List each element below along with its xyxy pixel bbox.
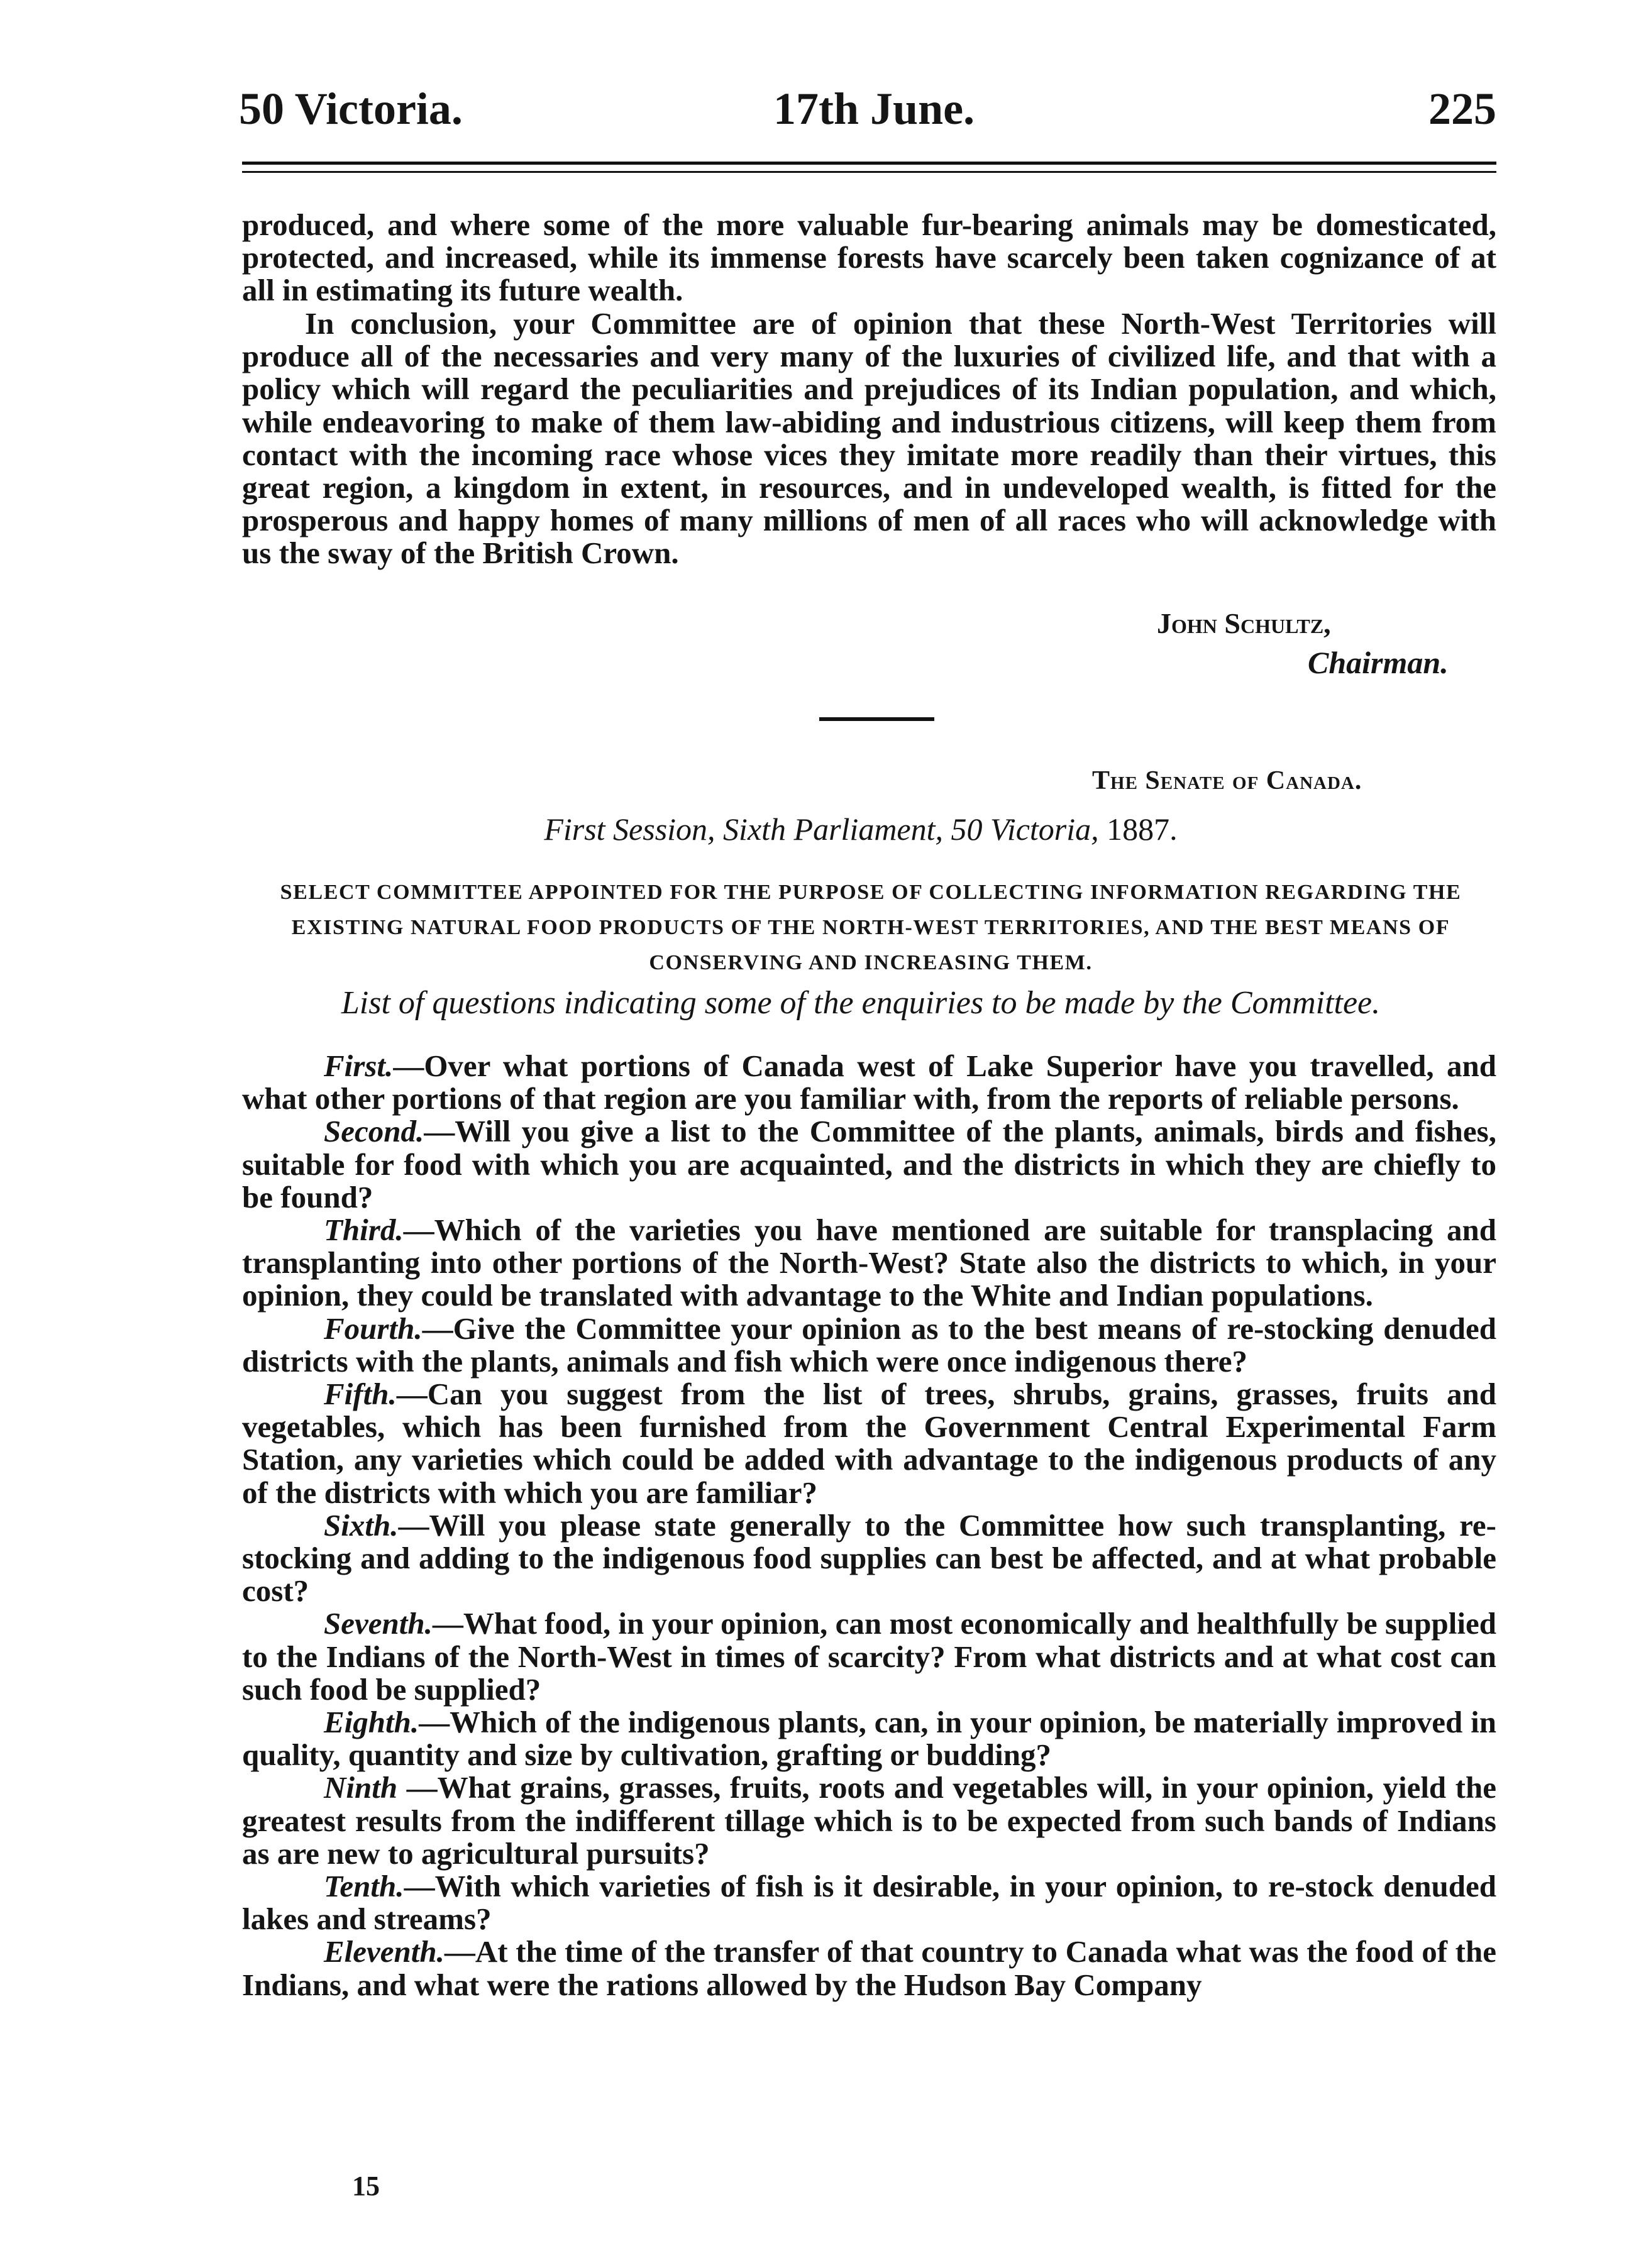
question-item [242, 1706, 1496, 1771]
question-lead: Ninth [324, 1770, 398, 1805]
question-item [242, 1607, 1496, 1706]
question-item [242, 1870, 1496, 1935]
paragraph-continuation: produced, and where some of the more valuable fur-bearing animals may be domesticated, protected, and increased, while its immense forests have scarcely been taken cognizance of at all in estimating its future wealth. [242, 207, 1496, 308]
question-item [242, 1214, 1496, 1313]
signature-name: John Schultz, [1157, 607, 1331, 639]
question-lead: Sixth. [324, 1507, 399, 1543]
question-text: —With which varieties of fish is it desirable, in your opinion, to re-stock denuded lakes and streams? [242, 1869, 1496, 1937]
session-text: First Session, Sixth Parliament, 50 Victoria, [544, 812, 1099, 847]
header-page-number: 225 [1428, 84, 1496, 134]
header-date: 17th June. [773, 84, 975, 134]
signature-mark: 15 [352, 2171, 380, 2201]
question-lead: Fifth. [324, 1377, 397, 1412]
question-text: —At the time of the transfer of that country to Canada what was the food of the Indians, and what were the rations allowed by the Hudson Bay Company [242, 1934, 1496, 2002]
question-item [242, 1115, 1496, 1214]
running-header [239, 70, 1496, 146]
session-year: 1887. [1107, 812, 1178, 847]
question-lead: Fourth. [324, 1311, 423, 1346]
session-line [0, 811, 1646, 847]
questions-heading: List of questions indicating some of the enquiries to be made by the Committee. [341, 985, 1381, 1021]
question-text: —Will you please state generally to the Committee how such transplanting, re-stocking and adding to the indigenous food supplies can best be affected, and at what probable cost? [242, 1507, 1496, 1609]
question-text: —What grains, grasses, fruits, roots and vegetables will, in your opinion, yield the greatest results from the indifferent tillage which is to be expected from such bands of Indians as are new to agricultural pursuits? [242, 1770, 1496, 1871]
question-item [242, 1313, 1496, 1378]
question-lead: Third. [324, 1213, 404, 1248]
question-lead: Eleventh. [324, 1934, 445, 1969]
committee-heading: SELECT COMMITTEE APPOINTED FOR THE PURPOSE OF COLLECTING INFORMATION REGARDING THE EXISTING NATURAL FOOD PRODUCTS OF THE NORTH-WEST TERRITORIES, AND THE BEST MEANS OF CONSERVING AND INCREASING THEM. [280, 881, 1462, 974]
header-rule-thin [242, 171, 1496, 173]
question-item [242, 1771, 1496, 1870]
question-item [242, 1509, 1496, 1608]
question-text: —Can you suggest from the list of trees, shrubs, grains, grasses, fruits and vegetables, which has been furnished from the Government Central Experimental Farm Station, any varieties which could be added with advantage to the indigenous products of any of the districts with which you are familiar? [242, 1377, 1496, 1510]
header-rule-thick [242, 162, 1496, 165]
question-text: —Which of the indigenous plants, can, in your opinion, be materially improved in quality, quantity and size by cultivation, grafting or budding? [242, 1705, 1496, 1773]
header-volume: 50 Victoria. [239, 84, 463, 134]
question-text: —Give the Committee your opinion as to the best means of re-stocking denuded districts with the plants, animals and fish which were once indigenous there? [242, 1311, 1496, 1379]
question-lead: First. [324, 1049, 394, 1083]
question-text: —Which of the varieties you have mentioned are suitable for transplacing and transplanting into other portions of the North-West? State also the districts to which, in your opinion, they could be translated with advantage to the White and Indian populations. [242, 1213, 1496, 1313]
question-item [242, 1050, 1496, 1115]
question-item [242, 1378, 1496, 1509]
signature-title: Chairman. [1308, 645, 1449, 680]
question-lead: Second. [324, 1114, 424, 1149]
paragraph-conclusion: In conclusion, your Committee are of opinion that these North-West Territories will produce all of the necessaries and very many of the luxuries of civilized life, and that with a policy which will regard the peculiarities and prejudices of its Indian population, and which, while endeavoring to make of them law-abiding and industrious citizens, will keep them from contact with the incoming race whose vices they imitate more readily than their virtues, this great region, a kingdom in extent, in resources, and in undeveloped wealth, is fitted for the prosperous and happy homes of many millions of men of all races who will acknowledge with us the sway of the British Crown. [242, 306, 1496, 571]
question-item [242, 1935, 1496, 2001]
question-text: —What food, in your opinion, can most economically and healthfully be supplied to the Indians of the North-West in times of scarcity? From what districts and at what cost can such food be supplied? [242, 1606, 1496, 1707]
question-lead: Seventh. [324, 1606, 433, 1641]
senate-heading: The Senate of Canada. [1092, 766, 1362, 795]
questions-list [242, 1050, 1496, 2001]
section-divider [819, 717, 934, 721]
question-lead: Eighth. [324, 1705, 419, 1740]
question-lead: Tenth. [324, 1869, 404, 1904]
question-text: —Over what portions of Canada west of Lake Superior have you travelled, and what other portions of that region are you familiar with, from the reports of reliable persons. [242, 1049, 1496, 1116]
question-text: —Will you give a list to the Committee of the plants, animals, birds and fishes, suitable for food with which you are acquainted, and the districts in which they are chiefly to be found? [242, 1114, 1496, 1214]
